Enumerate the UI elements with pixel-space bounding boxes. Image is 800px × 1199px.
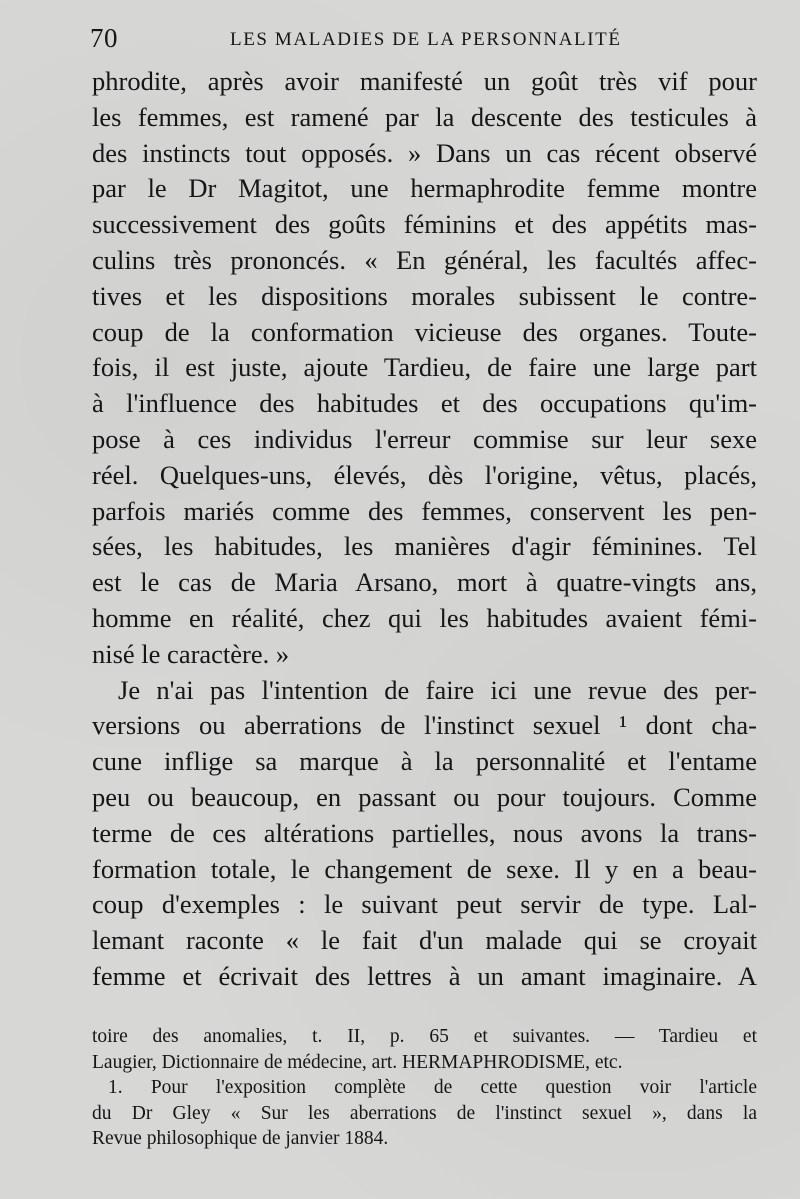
footnote-1-start: 1. Pour l'exposition complète de cette question voir l'article: [108, 1077, 757, 1098]
footnotes: [92, 1024, 757, 1152]
text-line: fois, il est juste, ajoute Tardieu, de faire une large part: [92, 352, 757, 383]
paragraph-start-line: Je n'ai pas l'intention de faire ici une revue des per-: [118, 674, 757, 705]
text-line: versions ou aberrations de l'instinct sexuel ¹ dont cha-: [92, 710, 757, 741]
text-line: phrodite, après avoir manifesté un goût très vif pour: [92, 66, 757, 96]
text-line: des instincts tout opposés. » Dans un cas récent observé: [92, 137, 757, 168]
text-line: par le Dr Magitot, une hermaphrodite femme montre: [92, 173, 757, 204]
footnote-line: du Dr Gley « Sur les aberrations de l'instinct sexuel », dans la: [92, 1102, 757, 1124]
main-text: [92, 64, 757, 995]
text-line: peu ou beaucoup, en passant ou pour toujours. Comme: [92, 781, 757, 812]
text-line: parfois mariés comme des femmes, conservent les pen-: [92, 495, 757, 526]
text-line: terme de ces altérations partielles, nous avons la trans-: [92, 817, 757, 848]
text-line: cune inflige sa marque à la personnalité et l'entame: [92, 746, 757, 777]
text-line: culins très prononcés. « En général, les facultés affec-: [92, 244, 757, 275]
footnote-line: Revue philosophique de janvier 1884.: [92, 1128, 389, 1149]
text-line: à l'influence des habitudes et des occupations qu'im-: [92, 388, 757, 419]
text-line: réel. Quelques-uns, élevés, dès l'origine, vêtus, placés,: [92, 459, 757, 490]
text-line: est le cas de Maria Arsano, mort à quatre-vingts ans,: [92, 567, 757, 598]
text-line: coup d'exemples : le suivant peut servir de type. Lal-: [92, 889, 757, 920]
text-line: tives et les dispositions morales subissent le contre-: [92, 280, 757, 311]
text-line: sées, les habitudes, les manières d'agir féminines. Tel: [92, 531, 757, 562]
text-line: lemant raconte « le fait d'un malade qui se croyait: [92, 925, 757, 956]
text-line: les femmes, est ramené par la descente des testicules à: [92, 101, 757, 132]
footnote-line: Laugier, Dictionnaire de médecine, art. HERMAPHRODISME, etc.: [92, 1051, 623, 1073]
page-number: 70: [90, 23, 118, 53]
footnote-line: toire des anomalies, t. II, p. 65 et suivantes. — Tardieu et: [92, 1026, 757, 1047]
text-line: pose à ces individus l'erreur commise sur leur sexe: [92, 423, 757, 454]
text-line: femme et écrivait des lettres à un amant imaginaire. A: [92, 960, 757, 991]
paragraph-end-line: nisé le caractère. »: [92, 638, 290, 669]
page-header: [90, 22, 755, 54]
running-title: LES MALADIES DE LA PERSONNALITÉ: [230, 29, 622, 50]
text-line: formation totale, le changement de sexe. Il y en a beau-: [92, 853, 757, 884]
text-line: coup de la conformation vicieuse des organes. Toute-: [92, 316, 757, 347]
text-line: homme en réalité, chez qui les habitudes avaient fémi-: [92, 602, 757, 633]
text-line: successivement des goûts féminins et des appétits mas-: [92, 209, 757, 240]
